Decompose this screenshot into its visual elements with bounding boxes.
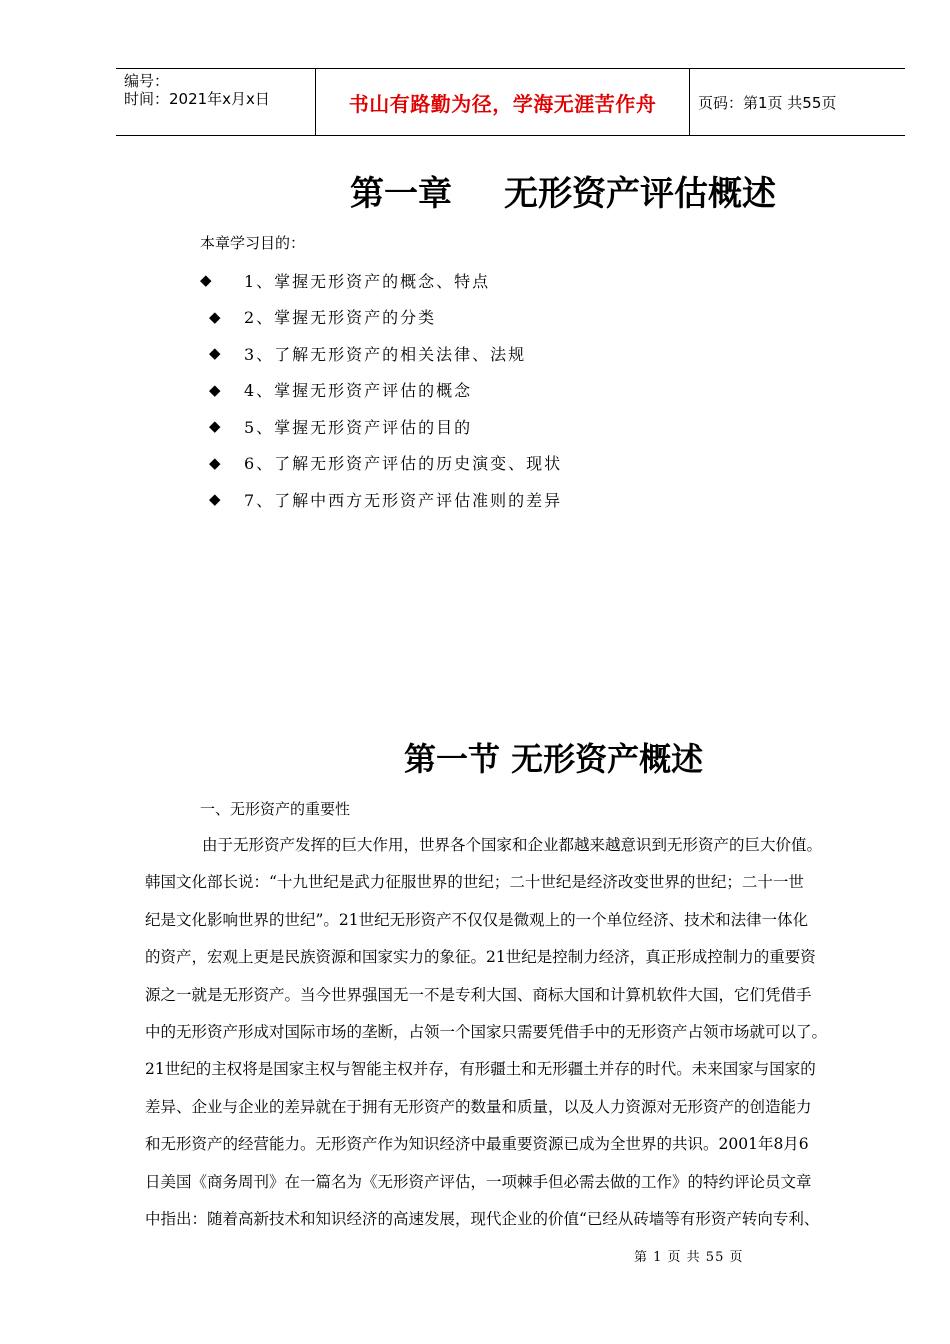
document-time-label: 时间：2021年x月x日: [124, 90, 270, 108]
diamond-bullet-icon: ◆: [209, 307, 221, 326]
paragraph-line: 日美国《商务周刊》在一篇名为《无形资产评估，一项棘手但必需去做的工作》的特约评论员文章: [145, 1172, 812, 1191]
paragraph-line: 源之一就是无形资产。当今世界强国无一不是专利大国、商标大国和计算机软件大国，它们凭借手: [145, 985, 812, 1004]
header-motto-cell: [316, 69, 690, 135]
paragraph-line: 纪是文化影响世界的世纪”。21世纪无形资产不仅仅是微观上的一个单位经济、技术和法律一体化: [145, 910, 809, 929]
diamond-bullet-icon: ◆: [209, 453, 221, 472]
paragraph-line: 由于无形资产发挥的巨大作用，世界各个国家和企业都越来越意识到无形资产的巨大价值。: [202, 836, 823, 854]
paragraph-line: 差异、企业与企业的差异就在于拥有无形资产的数量和质量，以及人力资源对无形资产的创造能力: [145, 1097, 812, 1116]
document-number-label: 编号：: [124, 72, 170, 90]
objective-text: 1、掌握无形资产的概念、特点: [244, 271, 491, 291]
chapter-title: [350, 166, 776, 215]
objective-text: 5、掌握无形资产评估的目的: [244, 417, 473, 437]
paragraph-line: 韩国文化部长说：“十九世纪是武力征服世界的世纪；二十世纪是经济改变世界的世纪；二十一世: [145, 873, 804, 892]
diamond-bullet-icon: ◆: [209, 490, 221, 509]
paragraph-line: 的资产，宏观上更是民族资源和国家实力的象征。21世纪是控制力经济，真正形成控制力的重要资: [145, 948, 816, 967]
paragraph-line: 和无形资产的经营能力。无形资产作为知识经济中最重要资源已成为全世界的共识。2001年8月6: [145, 1135, 809, 1154]
diamond-bullet-icon: ◆: [209, 344, 221, 363]
diamond-bullet-icon: ◆: [209, 417, 221, 436]
chapter-label: 第一章: [350, 174, 452, 214]
objectives-list: [200, 262, 562, 518]
header-motto: 书山有路勤为径，学海无涯苦作舟: [348, 91, 657, 116]
header-page-info: 页码：第1页 共55页: [698, 93, 837, 112]
list-item: [200, 408, 562, 445]
page-footer: 第 1 页 共 55 页: [634, 1250, 744, 1265]
paragraph-line: 中指出：随着高新技术和知识经济的高速发展，现代企业的价值“已经从砖墙等有形资产转向专利、: [145, 1209, 820, 1228]
diamond-bullet-icon: ◆: [200, 271, 212, 290]
objectives-heading: 本章学习目的：: [200, 234, 306, 252]
header-meta-cell: [116, 69, 316, 135]
section-subheading: 一、无形资产的重要性: [200, 800, 351, 818]
list-item: [200, 335, 562, 372]
page-header: [116, 68, 905, 136]
paragraph-line: 21世纪的主权将是国家主权与智能主权并存，有形疆土和无形疆土并存的时代。未来国家与国家的: [145, 1060, 816, 1079]
list-item: [200, 299, 562, 336]
section-title: 第一节 无形资产概述: [404, 740, 704, 778]
objective-text: 3、了解无形资产的相关法律、法规: [244, 344, 527, 364]
paragraph-line: 中的无形资产形成对国际市场的垄断，占领一个国家只需要凭借手中的无形资产占领市场就可以了。: [145, 1022, 828, 1041]
header-page-cell: [690, 69, 905, 135]
objective-text: 7、了解中西方无形资产评估准则的差异: [244, 490, 563, 510]
list-item: [200, 372, 562, 409]
chapter-name: 无形资产评估概述: [504, 174, 776, 214]
list-item: [200, 262, 562, 299]
objective-text: 6、了解无形资产评估的历史演变、现状: [244, 454, 563, 474]
objective-text: 4、掌握无形资产评估的概念: [244, 381, 473, 401]
body-paragraph: [145, 827, 891, 1238]
list-item: [200, 481, 562, 518]
objective-text: 2、掌握无形资产的分类: [244, 308, 437, 328]
list-item: [200, 445, 562, 482]
diamond-bullet-icon: ◆: [209, 380, 221, 399]
